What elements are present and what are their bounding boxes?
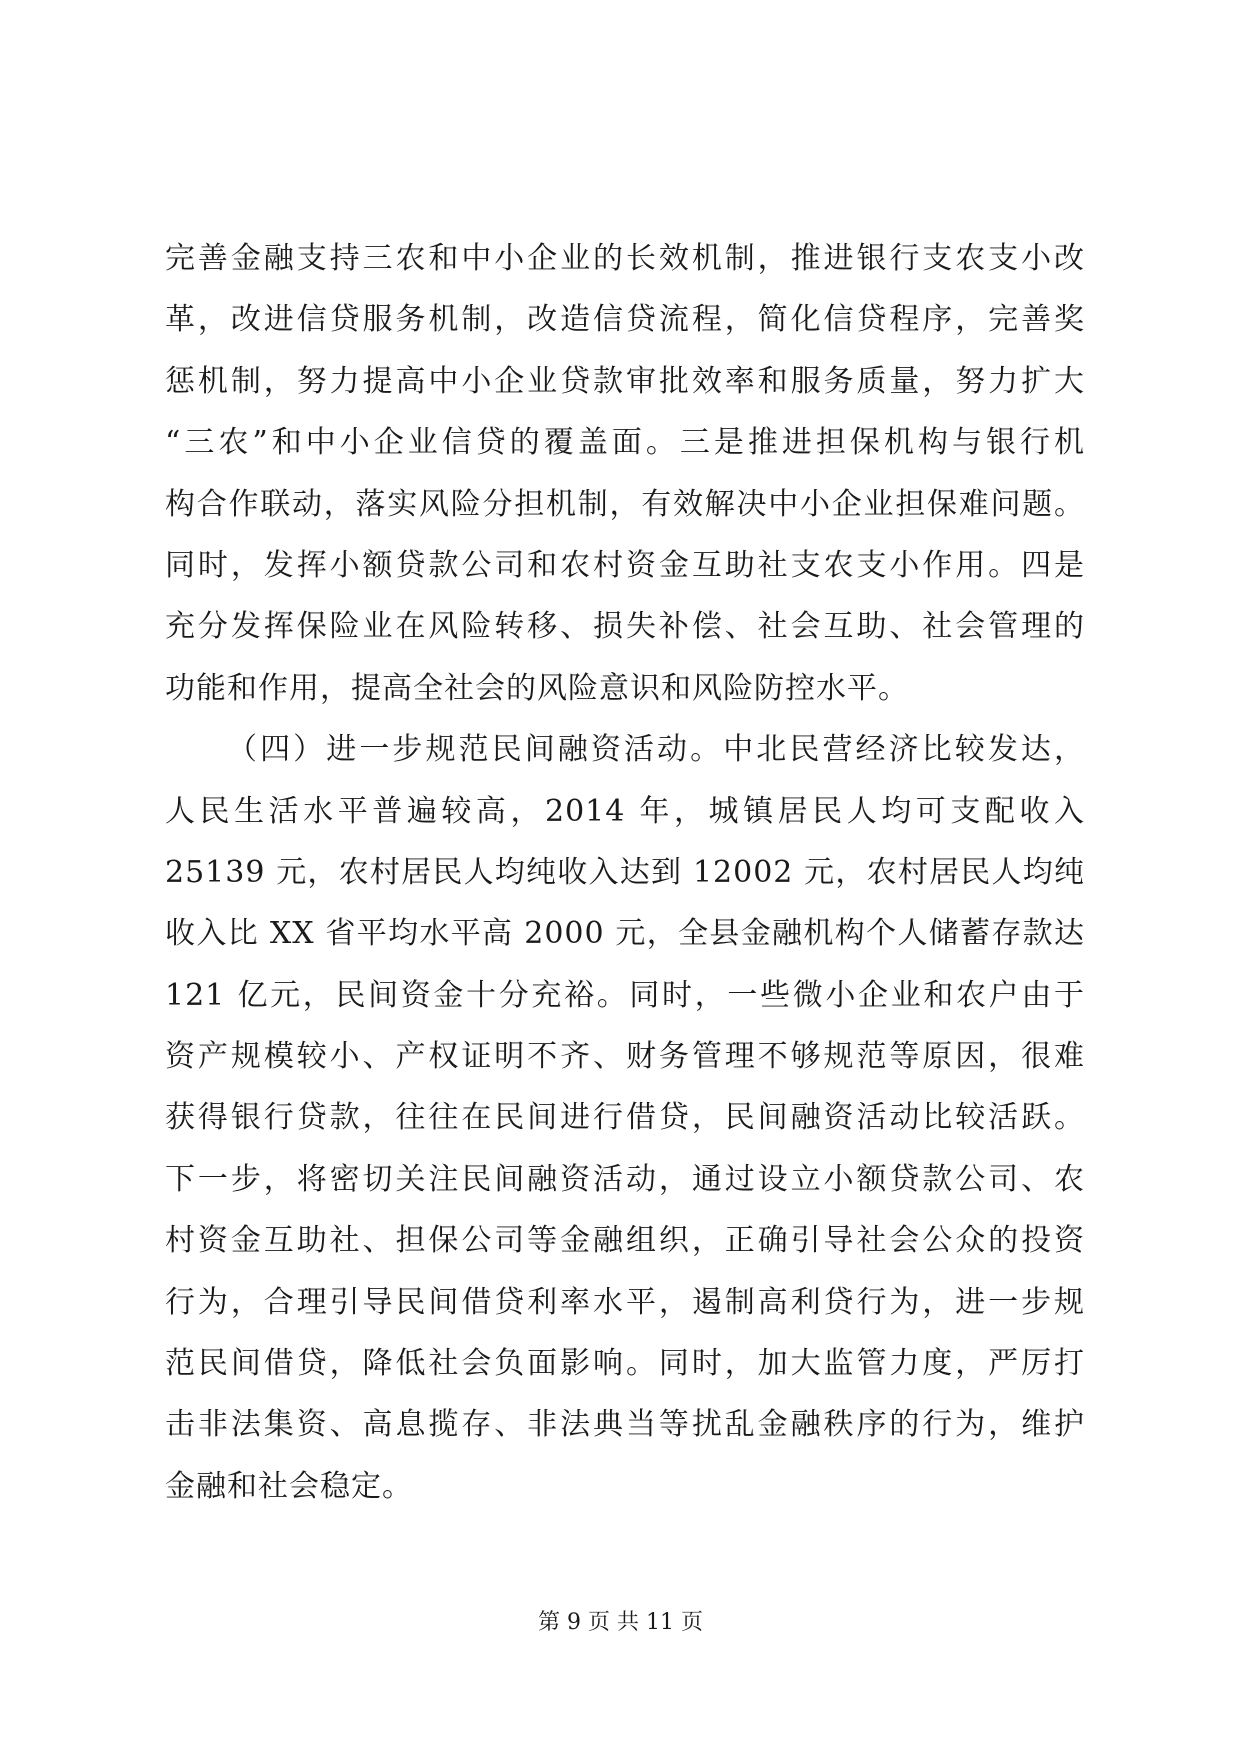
text-line: 下一步，将密切关注民间融资活动，通过设立小额贷款公司、农 <box>165 1161 1085 1197</box>
document-body <box>165 228 1085 1517</box>
text-line: 获得银行贷款，往往在民间进行借贷，民间融资活动比较活跃。 <box>165 1100 1085 1136</box>
text-line: 121 亿元，民间资金十分充裕。同时，一些微小企业和农户由于 <box>165 977 1085 1013</box>
text-line: 同时，发挥小额贷款公司和农村资金互助社支农支小作用。四是 <box>165 547 1085 583</box>
text-line: 功能和作用，提高全社会的风险意识和风险防控水平。 <box>165 670 909 706</box>
text-line: 人民生活水平普遍较高，2014 年，城镇居民人均可支配收入 <box>165 793 1085 829</box>
section-heading-line: （四）进一步规范民间融资活动。中北民营经济比较发达， <box>227 732 1085 768</box>
text-line: 行为，合理引导民间借贷利率水平，遏制高利贷行为，进一步规 <box>165 1284 1085 1320</box>
text-line: 完善金融支持三农和中小企业的长效机制，推进银行支农支小改 <box>165 241 1085 276</box>
text-line: 革，改进信贷服务机制，改造信贷流程，简化信贷程序，完善奖 <box>165 302 1085 338</box>
text-line: 构合作联动，落实风险分担机制，有效解决中小企业担保难问题。 <box>165 486 1085 522</box>
text-line: 充分发挥保险业在风险转移、损失补偿、社会互助、社会管理的 <box>165 609 1085 645</box>
text-line: 范民间借贷，降低社会负面影响。同时，加大监管力度，严厉打 <box>165 1346 1085 1382</box>
text-line: 收入比 XX 省平均水平高 2000 元，全县金融机构个人储蓄存款达 <box>165 916 1085 952</box>
text-line: 资产规模较小、产权证明不齐、财务管理不够规范等原因，很难 <box>165 1039 1085 1075</box>
text-line: 金融和社会稳定。 <box>165 1468 413 1504</box>
text-line: 村资金互助社、担保公司等金融组织，正确引导社会公众的投资 <box>165 1223 1085 1259</box>
page-footer: 第 9 页 共 11 页 <box>538 1610 703 1635</box>
text-line: 25139 元，农村居民人均纯收入达到 12002 元，农村居民人均纯 <box>165 854 1085 890</box>
text-line: 惩机制，努力提高中小企业贷款审批效率和服务质量，努力扩大 <box>165 363 1085 399</box>
text-line: 击非法集资、高息揽存、非法典当等扰乱金融秩序的行为，维护 <box>165 1407 1085 1443</box>
text-line: “三农”和中小企业信贷的覆盖面。三是推进担保机构与银行机 <box>165 425 1085 461</box>
